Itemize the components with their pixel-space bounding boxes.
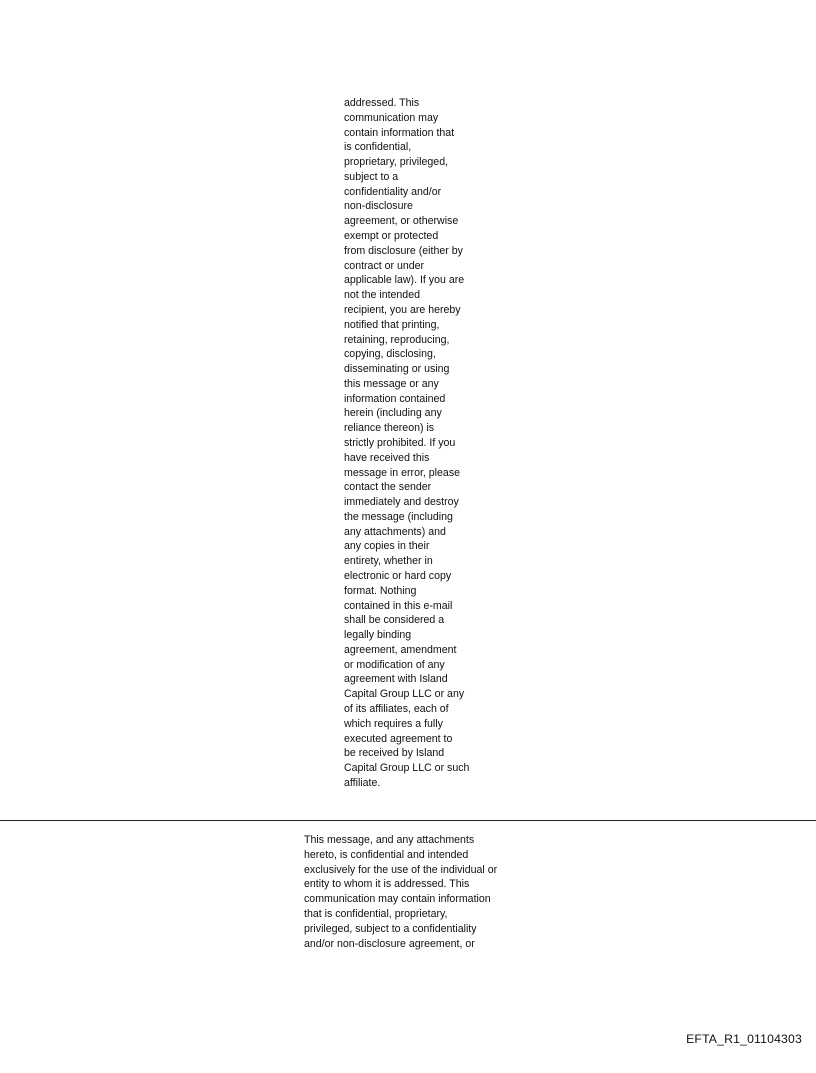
text-line: contact the sender	[344, 481, 432, 494]
confidentiality-disclaimer	[344, 96, 484, 791]
text-line: contain information that	[344, 126, 455, 139]
text-line: affiliate.	[344, 776, 381, 789]
text-line: agreement, amendment	[344, 643, 457, 656]
text-line: of its affiliates, each of	[344, 703, 449, 716]
text-line: legally binding	[344, 629, 412, 642]
text-line: communication may	[344, 111, 439, 124]
text-line: this message or any	[344, 377, 439, 390]
text-line: exempt or protected	[344, 230, 439, 243]
text-line: addressed. This	[344, 97, 420, 109]
text-line: Capital Group LLC or any	[344, 688, 465, 701]
text-line: any copies in their	[344, 540, 430, 553]
text-line: entity to whom it is addressed. This	[304, 878, 470, 891]
text-line: disseminating or using	[344, 363, 450, 376]
text-line: non-disclosure	[344, 200, 413, 213]
text-line: and/or non-disclosure agreement, or	[304, 937, 475, 950]
text-line: This message, and any attachments	[304, 834, 475, 846]
text-line: strictly prohibited. If you	[344, 436, 456, 449]
text-line: retaining, reproducing,	[344, 333, 450, 346]
text-line: immediately and destroy	[344, 496, 459, 509]
text-line: Capital Group LLC or such	[344, 762, 470, 775]
text-line: confidentiality and/or	[344, 185, 442, 198]
text-line: notified that printing,	[344, 318, 440, 331]
text-line: contract or under	[344, 259, 425, 272]
text-line: or modification of any	[344, 658, 445, 671]
text-line: that is confidential, proprietary,	[304, 907, 448, 920]
text-line: herein (including any	[344, 407, 442, 420]
footer-confidentiality-disclaimer	[304, 833, 524, 951]
text-line: not the intended	[344, 289, 420, 302]
text-line: information contained	[344, 392, 446, 405]
text-line: communication may contain information	[304, 893, 491, 906]
text-line: subject to a	[344, 170, 399, 183]
text-line: electronic or hard copy	[344, 570, 452, 582]
text-line: agreement with Island	[344, 673, 448, 686]
document-id-stamp: EFTA_R1_01104303	[686, 1032, 802, 1046]
section-divider	[0, 820, 816, 821]
text-line: applicable law). If you are	[344, 274, 465, 287]
text-line: entirety, whether in	[344, 555, 433, 568]
text-line: proprietary, privileged,	[344, 156, 449, 169]
text-line: any attachments) and	[344, 525, 446, 538]
text-line: reliance thereon) is	[344, 422, 435, 435]
text-line: exclusively for the use of the individual or	[304, 863, 498, 876]
text-line: agreement, or otherwise	[344, 215, 459, 228]
text-line: recipient, you are hereby	[344, 303, 461, 316]
text-line: copying, disclosing,	[344, 348, 436, 361]
text-line: contained in this e-mail	[344, 599, 453, 612]
text-line: message in error, please	[344, 466, 461, 479]
text-line: be received by Island	[344, 747, 445, 760]
text-line: executed agreement to	[344, 732, 453, 745]
text-line: privileged, subject to a confidentiality	[304, 922, 477, 935]
text-line: the message (including	[344, 510, 453, 523]
text-line: have received this	[344, 451, 430, 464]
text-line: hereto, is confidential and intended	[304, 848, 469, 861]
text-line: format. Nothing	[344, 584, 417, 597]
text-line: shall be considered a	[344, 614, 445, 627]
text-line: which requires a fully	[344, 717, 443, 730]
text-line: is confidential,	[344, 141, 412, 154]
text-line: from disclosure (either by	[344, 244, 463, 257]
